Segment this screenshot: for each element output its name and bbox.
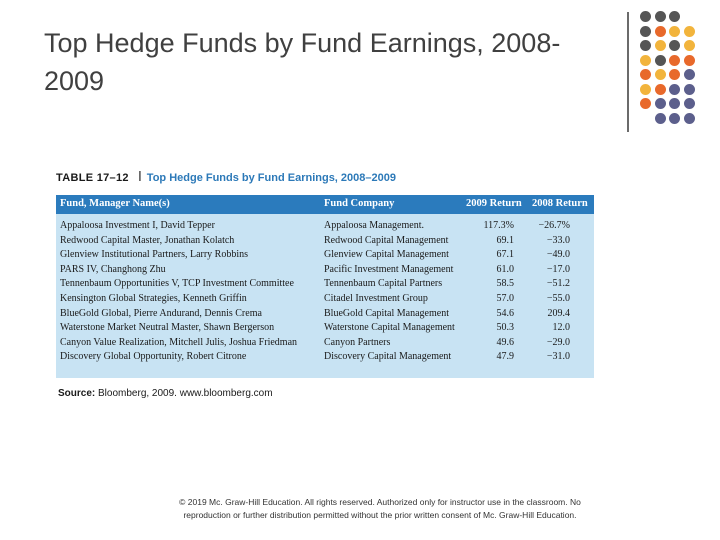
cell-fund-company: BlueGold Capital Management [324,307,449,319]
decorative-dot [640,40,651,51]
copyright-footer [130,496,630,522]
hedge-fund-table [56,195,594,378]
table-header-row [56,195,594,214]
cell-2008-return: −29.0 [546,336,570,348]
decorative-dot [669,40,680,51]
decorative-dot [655,11,666,22]
decorative-dot [669,26,680,37]
cell-2008-return: −31.0 [546,351,570,363]
cell-2008-return: −17.0 [546,263,570,275]
cell-fund-manager: Discovery Global Opportunity, Robert Citrone [60,351,247,363]
cell-fund-company: Tennenbaum Capital Partners [324,278,443,290]
decorative-dot [640,84,651,95]
cell-2008-return: −51.2 [546,278,570,290]
cell-fund-company: Canyon Partners [324,336,391,348]
decorative-dot [669,69,680,80]
cell-fund-company: Waterstone Capital Management [324,322,455,334]
table-row [56,292,594,307]
table-row [56,234,594,249]
source-label: Source: [58,388,96,399]
cell-2009-return: 58.5 [496,278,514,290]
cell-2008-return: 209.4 [547,307,570,319]
table-row [56,263,594,278]
decorative-dot [684,69,695,80]
decorative-divider-line [627,12,629,132]
cell-2009-return: 54.6 [496,307,514,319]
decorative-dot [669,113,680,124]
table-row [56,219,594,234]
decorative-dot [640,26,651,37]
cell-2009-return: 67.1 [496,249,514,261]
cell-2009-return: 61.0 [496,263,514,275]
cell-2008-return: −55.0 [546,293,570,304]
decorative-dot [684,84,695,95]
cell-fund-company: Appaloosa Management. [324,220,424,231]
decorative-dot [684,113,695,124]
cell-fund-manager: Waterstone Market Neutral Master, Shawn Bergerson [60,322,275,334]
cell-fund-manager: BlueGold Global, Pierre Andurand, Dennis Crema [60,307,262,319]
decorative-dot [640,69,651,80]
cell-fund-company: Redwood Capital Management [324,234,449,246]
table-row [56,277,594,292]
table-number: TABLE 17–12 [56,172,129,184]
cell-fund-company: Citadel Investment Group [324,293,428,304]
decorative-dot [684,55,695,66]
table-row [56,321,594,336]
cell-fund-manager: Appaloosa Investment I, David Tepper [60,220,215,231]
decorative-dot [655,113,666,124]
header-fund-company: Fund Company [324,198,395,209]
cell-fund-manager: Redwood Capital Master, Jonathan Kolatch [60,234,235,246]
copyright-line-2: reproduction or further distribution permitted without the prior written consent of Mc. Graw-Hill Education. [183,510,577,520]
header-2008-return: 2008 Return [532,198,588,209]
header-2009-return: 2009 Return [466,198,522,209]
cell-2008-return: 12.0 [552,322,570,334]
cell-2009-return: 47.9 [496,351,514,363]
table-row [56,307,594,322]
decorative-dot [669,55,680,66]
decorative-dot [655,55,666,66]
cell-fund-manager: Glenview Institutional Partners, Larry Robbins [60,249,249,261]
decorative-dot [640,98,651,109]
table-heading [56,172,596,190]
decorative-dot [640,55,651,66]
cell-2008-return: −33.0 [546,234,570,246]
cell-fund-company: Discovery Capital Management [324,351,452,363]
decorative-dot [684,26,695,37]
decorative-dot [669,11,680,22]
table-row [56,248,594,263]
cell-2009-return: 69.1 [496,234,514,246]
cell-2008-return: −49.0 [546,249,570,261]
cell-fund-manager: Canyon Value Realization, Mitchell Julis, Joshua Friedman [60,336,298,348]
decorative-dot [684,40,695,51]
table-row [56,350,594,365]
table-caption: Top Hedge Funds by Fund Earnings, 2008–2009 [146,172,396,184]
copyright-line-1: © 2019 Mc. Graw-Hill Education. All rights reserved. Authorized only for instructor use in the classroom. No [179,497,581,507]
table-source [58,388,273,399]
decorative-dot [655,84,666,95]
cell-2009-return: 117.3% [483,220,514,231]
decorative-dot [669,98,680,109]
cell-2009-return: 57.0 [496,293,514,304]
decorative-dot [655,69,666,80]
decorative-dot [655,26,666,37]
cell-fund-manager: Kensington Global Strategies, Kenneth Griffin [60,293,247,304]
source-text: Bloomberg, 2009. www.bloomberg.com [98,388,273,399]
table-row [56,336,594,351]
header-fund-manager: Fund, Manager Name(s) [60,198,170,209]
decorative-dot [655,98,666,109]
decorative-dot [669,84,680,95]
text-cursor-icon: I [138,170,142,185]
cell-fund-manager: PARS IV, Changhong Zhu [60,263,166,275]
cell-fund-company: Glenview Capital Management [324,249,449,261]
cell-2008-return: −26.7% [538,220,570,231]
cell-fund-company: Pacific Investment Management [324,263,454,275]
slide-title: Top Hedge Funds by Fund Earnings, 2008-2009 [44,28,561,96]
decorative-dot [655,40,666,51]
cell-2009-return: 49.6 [496,336,514,348]
cell-fund-manager: Tennenbaum Opportunities V, TCP Investment Committee [60,278,294,290]
decorative-dot [684,98,695,109]
decorative-dot [640,11,651,22]
cell-2009-return: 50.3 [496,322,514,334]
